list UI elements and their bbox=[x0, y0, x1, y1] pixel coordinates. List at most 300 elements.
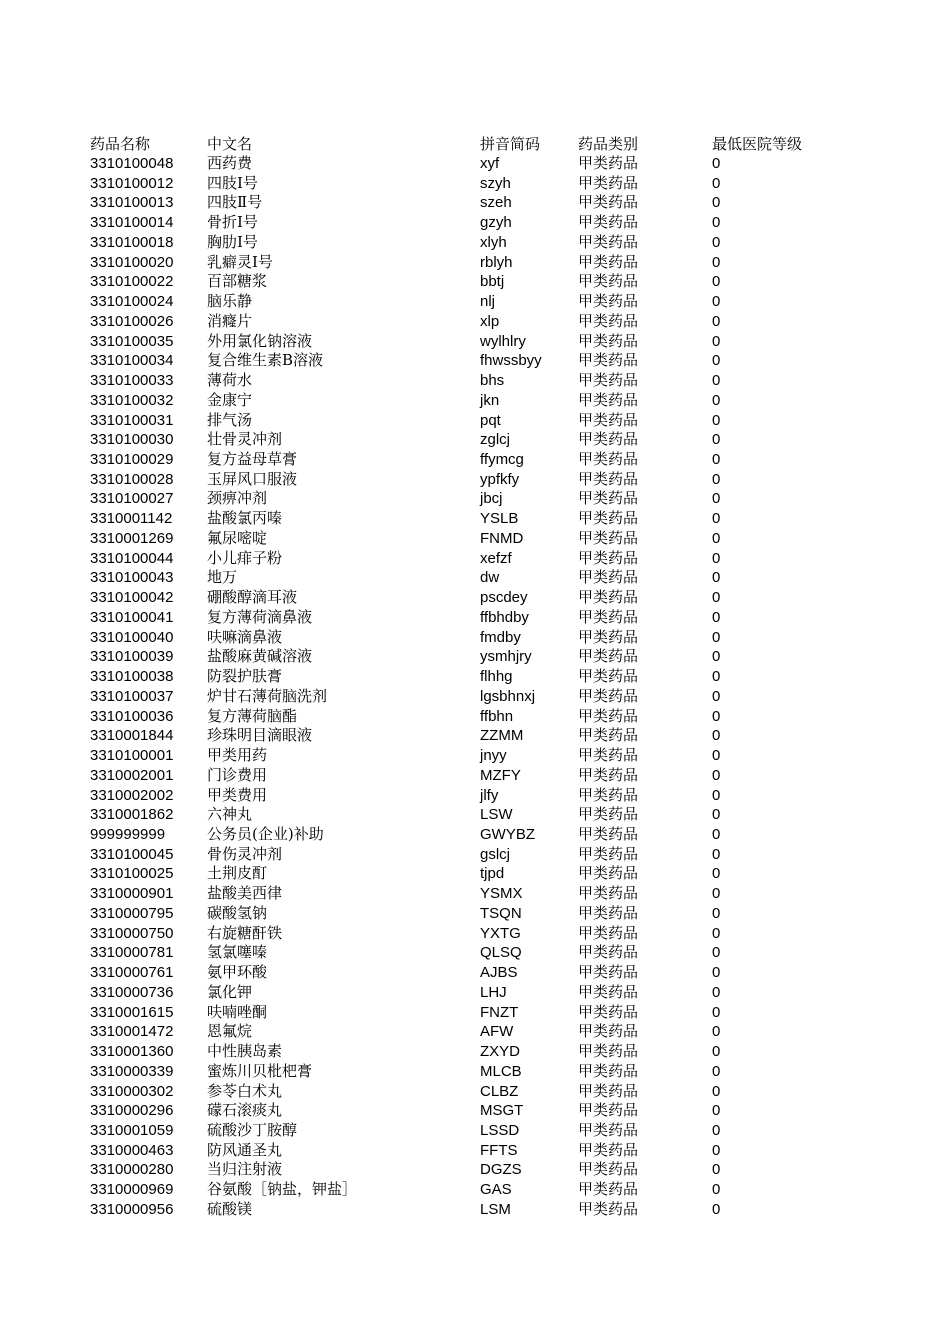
cell-min-hospital-level: 0 bbox=[712, 1102, 721, 1120]
table-row bbox=[90, 312, 802, 332]
cell-chinese-name: 颈痹冲剂 bbox=[207, 489, 268, 508]
table-row bbox=[90, 450, 802, 470]
cell-min-hospital-level: 0 bbox=[712, 233, 721, 251]
cell-drug-category: 甲类药品 bbox=[578, 963, 639, 982]
cell-drug-category: 甲类药品 bbox=[578, 193, 639, 212]
cell-pinyin-code: QLSQ bbox=[480, 944, 522, 962]
cell-pinyin-code: gslcj bbox=[480, 845, 511, 863]
cell-drug-code: 3310000463 bbox=[90, 1141, 174, 1159]
cell-min-hospital-level: 0 bbox=[712, 174, 721, 192]
cell-chinese-name: 盐酸麻黄碱溶液 bbox=[207, 647, 313, 666]
cell-drug-category: 甲类药品 bbox=[578, 450, 639, 469]
cell-drug-code: 3310100030 bbox=[90, 431, 174, 449]
cell-drug-category: 甲类药品 bbox=[578, 154, 639, 172]
cell-drug-code: 3310100042 bbox=[90, 589, 174, 607]
cell-min-hospital-level: 0 bbox=[712, 411, 721, 429]
table-row bbox=[90, 1003, 802, 1023]
cell-drug-code: 3310000781 bbox=[90, 944, 174, 962]
cell-pinyin-code: YSLB bbox=[480, 510, 519, 528]
table-row bbox=[90, 1121, 802, 1141]
table-row bbox=[90, 805, 802, 825]
cell-drug-category: 甲类药品 bbox=[578, 351, 639, 370]
table-row bbox=[90, 707, 802, 727]
cell-drug-category: 甲类药品 bbox=[578, 943, 639, 962]
cell-chinese-name: 参苓白术丸 bbox=[207, 1081, 283, 1100]
cell-min-hospital-level: 0 bbox=[712, 885, 721, 903]
cell-chinese-name: 骨伤灵冲剂 bbox=[207, 844, 283, 863]
table-row bbox=[90, 884, 802, 904]
cell-pinyin-code: FNZT bbox=[480, 1003, 519, 1021]
cell-drug-category: 甲类药品 bbox=[578, 844, 639, 863]
cell-pinyin-code: xlp bbox=[480, 312, 500, 330]
cell-min-hospital-level: 0 bbox=[712, 747, 721, 765]
cell-drug-code: 3310100036 bbox=[90, 707, 174, 725]
cell-chinese-name: 呋喃唑酮 bbox=[207, 1002, 268, 1021]
cell-chinese-name: 甲类用药 bbox=[207, 746, 268, 765]
table-row bbox=[90, 825, 802, 845]
cell-drug-code: 3310100043 bbox=[90, 569, 174, 587]
table-row bbox=[90, 154, 802, 174]
cell-drug-category: 甲类药品 bbox=[578, 489, 639, 508]
table-row bbox=[90, 529, 802, 549]
cell-pinyin-code: DGZS bbox=[480, 1161, 522, 1179]
cell-chinese-name: 小儿痱子粉 bbox=[207, 548, 283, 567]
cell-pinyin-code: LSSD bbox=[480, 1121, 520, 1139]
cell-chinese-name: 呋嘛滴鼻液 bbox=[207, 627, 283, 646]
header-pinyin-code: 拼音简码 bbox=[480, 135, 541, 153]
cell-min-hospital-level: 0 bbox=[712, 372, 721, 390]
cell-drug-category: 甲类药品 bbox=[578, 884, 639, 903]
table-row bbox=[90, 983, 802, 1003]
table-row bbox=[90, 351, 802, 371]
cell-chinese-name: 盐酸氯丙嗪 bbox=[207, 509, 283, 528]
cell-drug-code: 3310000339 bbox=[90, 1062, 174, 1080]
table-row bbox=[90, 864, 802, 884]
cell-drug-code: 3310100044 bbox=[90, 549, 174, 567]
cell-min-hospital-level: 0 bbox=[712, 569, 721, 587]
cell-pinyin-code: GWYBZ bbox=[480, 825, 535, 843]
cell-pinyin-code: MSGT bbox=[480, 1102, 524, 1120]
table-row bbox=[90, 272, 802, 292]
cell-drug-code: 3310100033 bbox=[90, 372, 174, 390]
cell-drug-category: 甲类药品 bbox=[578, 647, 639, 666]
cell-chinese-name: 脑乐静 bbox=[207, 292, 253, 311]
cell-drug-code: 3310100028 bbox=[90, 470, 174, 488]
cell-chinese-name: 恩氟烷 bbox=[207, 1022, 253, 1041]
cell-min-hospital-level: 0 bbox=[712, 431, 721, 449]
cell-drug-category: 甲类药品 bbox=[578, 430, 639, 449]
cell-chinese-name: 复合维生素B溶液 bbox=[207, 351, 324, 370]
cell-drug-code: 3310100031 bbox=[90, 411, 174, 429]
cell-chinese-name: 薄荷水 bbox=[207, 371, 253, 390]
table-row bbox=[90, 687, 802, 707]
cell-drug-category: 甲类药品 bbox=[578, 627, 639, 646]
cell-drug-code: 3310000280 bbox=[90, 1161, 174, 1179]
cell-min-hospital-level: 0 bbox=[712, 944, 721, 962]
cell-min-hospital-level: 0 bbox=[712, 1161, 721, 1179]
cell-pinyin-code: FFTS bbox=[480, 1141, 518, 1159]
cell-drug-code: 3310001360 bbox=[90, 1043, 174, 1061]
cell-pinyin-code: flhhg bbox=[480, 668, 513, 686]
cell-pinyin-code: ypfkfy bbox=[480, 470, 520, 488]
cell-drug-category: 甲类药品 bbox=[578, 982, 639, 1001]
table-row bbox=[90, 509, 802, 529]
cell-chinese-name: 复方益母草膏 bbox=[207, 450, 298, 469]
cell-pinyin-code: bbtj bbox=[480, 273, 505, 291]
cell-drug-code: 3310001862 bbox=[90, 806, 174, 824]
cell-drug-category: 甲类药品 bbox=[578, 528, 639, 547]
cell-pinyin-code: YSMX bbox=[480, 885, 523, 903]
cell-drug-code: 3310100012 bbox=[90, 174, 174, 192]
cell-pinyin-code: CLBZ bbox=[480, 1082, 519, 1100]
cell-drug-category: 甲类药品 bbox=[578, 746, 639, 765]
cell-drug-category: 甲类药品 bbox=[578, 548, 639, 567]
cell-chinese-name: 百部糖浆 bbox=[207, 272, 268, 291]
cell-drug-category: 甲类药品 bbox=[578, 706, 639, 725]
header-drug-category: 药品类别 bbox=[578, 135, 639, 153]
table-row bbox=[90, 1022, 802, 1042]
cell-chinese-name: 礞石滚痰丸 bbox=[207, 1101, 283, 1120]
cell-pinyin-code: ZZMM bbox=[480, 727, 524, 745]
header-min-hospital-level: 最低医院等级 bbox=[712, 135, 803, 153]
cell-pinyin-code: ffymcg bbox=[480, 451, 524, 469]
cell-pinyin-code: AJBS bbox=[480, 964, 518, 982]
cell-chinese-name: 胸肋Ⅰ号 bbox=[207, 232, 258, 251]
cell-chinese-name: 金康宁 bbox=[207, 390, 253, 409]
cell-chinese-name: 外用氯化钠溶液 bbox=[207, 331, 313, 350]
cell-drug-category: 甲类药品 bbox=[578, 568, 639, 587]
cell-chinese-name: 六神丸 bbox=[207, 805, 253, 824]
cell-drug-code: 3310001269 bbox=[90, 529, 174, 547]
cell-pinyin-code: gzyh bbox=[480, 214, 512, 232]
cell-min-hospital-level: 0 bbox=[712, 924, 721, 942]
cell-chinese-name: 氨甲环酸 bbox=[207, 963, 268, 982]
table-row bbox=[90, 1200, 802, 1220]
cell-drug-code: 3310100039 bbox=[90, 648, 174, 666]
cell-pinyin-code: LHJ bbox=[480, 983, 507, 1001]
cell-drug-code: 3310000296 bbox=[90, 1102, 174, 1120]
cell-min-hospital-level: 0 bbox=[712, 825, 721, 843]
cell-chinese-name: 消癃片 bbox=[207, 311, 253, 330]
cell-pinyin-code: YXTG bbox=[480, 924, 521, 942]
cell-pinyin-code: nlj bbox=[480, 293, 496, 311]
cell-min-hospital-level: 0 bbox=[712, 1141, 721, 1159]
cell-min-hospital-level: 0 bbox=[712, 964, 721, 982]
cell-drug-category: 甲类药品 bbox=[578, 371, 639, 390]
cell-drug-category: 甲类药品 bbox=[578, 1101, 639, 1120]
cell-drug-code: 3310100026 bbox=[90, 312, 174, 330]
cell-drug-category: 甲类药品 bbox=[578, 390, 639, 409]
cell-drug-code: 3310100041 bbox=[90, 608, 174, 626]
cell-drug-code: 3310100038 bbox=[90, 668, 174, 686]
cell-min-hospital-level: 0 bbox=[712, 549, 721, 567]
cell-drug-code: 3310001615 bbox=[90, 1003, 174, 1021]
cell-drug-category: 甲类药品 bbox=[578, 588, 639, 607]
cell-drug-category: 甲类药品 bbox=[578, 686, 639, 705]
cell-pinyin-code: rblyh bbox=[480, 253, 513, 271]
cell-drug-code: 999999999 bbox=[90, 825, 166, 843]
cell-drug-category: 甲类药品 bbox=[578, 213, 639, 232]
cell-chinese-name: 炉甘石薄荷脑洗剂 bbox=[207, 686, 328, 705]
table-row bbox=[90, 608, 802, 628]
cell-drug-category: 甲类药品 bbox=[578, 252, 639, 271]
cell-drug-category: 甲类药品 bbox=[578, 1160, 639, 1179]
cell-drug-code: 3310000302 bbox=[90, 1082, 174, 1100]
cell-min-hospital-level: 0 bbox=[712, 766, 721, 784]
cell-pinyin-code: szeh bbox=[480, 194, 512, 212]
cell-drug-code: 3310100032 bbox=[90, 391, 174, 409]
cell-drug-code: 3310100027 bbox=[90, 490, 174, 508]
cell-chinese-name: 中性胰岛素 bbox=[207, 1042, 283, 1061]
cell-pinyin-code: wylhlry bbox=[480, 332, 526, 350]
cell-drug-category: 甲类药品 bbox=[578, 1180, 639, 1199]
cell-drug-code: 3310100022 bbox=[90, 273, 174, 291]
cell-drug-category: 甲类药品 bbox=[578, 903, 639, 922]
cell-chinese-name: 珍珠明目滴眼液 bbox=[207, 726, 313, 745]
cell-pinyin-code: pqt bbox=[480, 411, 501, 429]
table-row bbox=[90, 766, 802, 786]
cell-chinese-name: 乳癖灵Ⅰ号 bbox=[207, 252, 273, 271]
cell-min-hospital-level: 0 bbox=[712, 608, 721, 626]
table-row bbox=[90, 391, 802, 411]
cell-drug-category: 甲类药品 bbox=[578, 667, 639, 686]
cell-chinese-name: 壮骨灵冲剂 bbox=[207, 430, 283, 449]
table-row bbox=[90, 371, 802, 391]
cell-drug-category: 甲类药品 bbox=[578, 331, 639, 350]
table-row bbox=[90, 1062, 802, 1082]
cell-drug-category: 甲类药品 bbox=[578, 292, 639, 311]
table-row bbox=[90, 1042, 802, 1062]
cell-chinese-name: 公务员(企业)补助 bbox=[207, 824, 324, 843]
cell-chinese-name: 排气汤 bbox=[207, 410, 253, 429]
cell-min-hospital-level: 0 bbox=[712, 273, 721, 291]
cell-drug-code: 3310100029 bbox=[90, 451, 174, 469]
cell-min-hospital-level: 0 bbox=[712, 293, 721, 311]
cell-pinyin-code: jnyy bbox=[480, 747, 507, 765]
cell-drug-code: 3310100014 bbox=[90, 214, 174, 232]
table-row bbox=[90, 963, 802, 983]
cell-min-hospital-level: 0 bbox=[712, 1082, 721, 1100]
cell-chinese-name: 四肢Ⅱ号 bbox=[207, 193, 263, 212]
cell-chinese-name: 右旋糖酐铁 bbox=[207, 923, 283, 942]
cell-drug-category: 甲类药品 bbox=[578, 1081, 639, 1100]
cell-chinese-name: 氯化钾 bbox=[207, 982, 253, 1001]
cell-min-hospital-level: 0 bbox=[712, 1003, 721, 1021]
cell-min-hospital-level: 0 bbox=[712, 707, 721, 725]
cell-pinyin-code: pscdey bbox=[480, 589, 528, 607]
cell-drug-category: 甲类药品 bbox=[578, 1199, 639, 1218]
cell-min-hospital-level: 0 bbox=[712, 1023, 721, 1041]
table-row bbox=[90, 628, 802, 648]
cell-chinese-name: 谷氨酸［钠盐，钾盐］ bbox=[207, 1180, 358, 1199]
cell-drug-code: 3310100040 bbox=[90, 628, 174, 646]
cell-drug-category: 甲类药品 bbox=[578, 173, 639, 192]
table-row bbox=[90, 786, 802, 806]
cell-drug-code: 3310100045 bbox=[90, 845, 174, 863]
cell-min-hospital-level: 0 bbox=[712, 194, 721, 212]
cell-pinyin-code: fmdby bbox=[480, 628, 521, 646]
table-row bbox=[90, 1082, 802, 1102]
cell-pinyin-code: MLCB bbox=[480, 1062, 522, 1080]
cell-drug-category: 甲类药品 bbox=[578, 765, 639, 784]
cell-drug-code: 3310100034 bbox=[90, 352, 174, 370]
cell-pinyin-code: ysmhjry bbox=[480, 648, 532, 666]
cell-pinyin-code: fhwssbyy bbox=[480, 352, 542, 370]
table-row bbox=[90, 193, 802, 213]
cell-drug-code: 3310000901 bbox=[90, 885, 174, 903]
cell-chinese-name: 地万 bbox=[207, 568, 238, 587]
cell-drug-category: 甲类药品 bbox=[578, 1140, 639, 1159]
cell-drug-code: 3310001472 bbox=[90, 1023, 174, 1041]
table-row bbox=[90, 1160, 802, 1180]
cell-drug-code: 3310000956 bbox=[90, 1200, 174, 1218]
cell-min-hospital-level: 0 bbox=[712, 1181, 721, 1199]
cell-chinese-name: 四肢Ⅰ号 bbox=[207, 173, 258, 192]
cell-drug-category: 甲类药品 bbox=[578, 1002, 639, 1021]
cell-pinyin-code: lgsbhnxj bbox=[480, 687, 536, 705]
cell-pinyin-code: LSM bbox=[480, 1200, 511, 1218]
cell-chinese-name: 硫酸镁 bbox=[207, 1199, 253, 1218]
cell-min-hospital-level: 0 bbox=[712, 1200, 721, 1218]
table-row bbox=[90, 233, 802, 253]
table-row bbox=[90, 588, 802, 608]
cell-drug-category: 甲类药品 bbox=[578, 805, 639, 824]
table-row bbox=[90, 726, 802, 746]
cell-chinese-name: 当归注射液 bbox=[207, 1160, 283, 1179]
table-row bbox=[90, 489, 802, 509]
drug-table bbox=[90, 114, 802, 1220]
cell-drug-code: 3310100025 bbox=[90, 865, 174, 883]
cell-drug-category: 甲类药品 bbox=[578, 1061, 639, 1080]
cell-drug-code: 3310100037 bbox=[90, 687, 174, 705]
cell-drug-category: 甲类药品 bbox=[578, 824, 639, 843]
table-row bbox=[90, 1101, 802, 1121]
table-row bbox=[90, 924, 802, 944]
cell-drug-code: 3310100024 bbox=[90, 293, 174, 311]
cell-pinyin-code: jlfy bbox=[480, 786, 499, 804]
cell-min-hospital-level: 0 bbox=[712, 845, 721, 863]
cell-drug-category: 甲类药品 bbox=[578, 923, 639, 942]
cell-drug-category: 甲类药品 bbox=[578, 272, 639, 291]
cell-pinyin-code: ffbhn bbox=[480, 707, 514, 725]
cell-pinyin-code: GAS bbox=[480, 1181, 512, 1199]
cell-chinese-name: 碳酸氢钠 bbox=[207, 903, 268, 922]
cell-chinese-name: 甲类费用 bbox=[207, 785, 268, 804]
table-row bbox=[90, 332, 802, 352]
cell-min-hospital-level: 0 bbox=[712, 332, 721, 350]
cell-chinese-name: 西药费 bbox=[207, 154, 253, 172]
cell-pinyin-code: TSQN bbox=[480, 904, 522, 922]
cell-min-hospital-level: 0 bbox=[712, 470, 721, 488]
cell-drug-code: 3310000736 bbox=[90, 983, 174, 1001]
cell-min-hospital-level: 0 bbox=[712, 786, 721, 804]
cell-drug-code: 3310001844 bbox=[90, 727, 174, 745]
cell-chinese-name: 防风通圣丸 bbox=[207, 1140, 283, 1159]
cell-min-hospital-level: 0 bbox=[712, 490, 721, 508]
table-row bbox=[90, 647, 802, 667]
cell-drug-code: 3310100048 bbox=[90, 155, 174, 172]
cell-drug-category: 甲类药品 bbox=[578, 232, 639, 251]
cell-drug-category: 甲类药品 bbox=[578, 311, 639, 330]
cell-min-hospital-level: 0 bbox=[712, 391, 721, 409]
cell-min-hospital-level: 0 bbox=[712, 214, 721, 232]
cell-chinese-name: 门诊费用 bbox=[207, 765, 268, 784]
cell-pinyin-code: LSW bbox=[480, 806, 513, 824]
cell-drug-category: 甲类药品 bbox=[578, 1022, 639, 1041]
cell-chinese-name: 玉屏风口服液 bbox=[207, 469, 298, 488]
cell-min-hospital-level: 0 bbox=[712, 510, 721, 528]
cell-chinese-name: 蜜炼川贝枇杷膏 bbox=[207, 1061, 313, 1080]
cell-chinese-name: 氟尿嘧啶 bbox=[207, 528, 268, 547]
cell-drug-category: 甲类药品 bbox=[578, 410, 639, 429]
cell-min-hospital-level: 0 bbox=[712, 687, 721, 705]
table-row bbox=[90, 667, 802, 687]
cell-drug-code: 3310002001 bbox=[90, 766, 174, 784]
cell-chinese-name: 硼酸醇滴耳液 bbox=[207, 588, 298, 607]
cell-pinyin-code: xlyh bbox=[480, 233, 507, 251]
header-row bbox=[90, 114, 802, 154]
cell-drug-category: 甲类药品 bbox=[578, 726, 639, 745]
cell-pinyin-code: xefzf bbox=[480, 549, 512, 567]
table-row bbox=[90, 470, 802, 490]
cell-drug-code: 3310100001 bbox=[90, 747, 174, 765]
cell-drug-category: 甲类药品 bbox=[578, 785, 639, 804]
table-row bbox=[90, 943, 802, 963]
cell-drug-code: 3310001142 bbox=[90, 510, 173, 528]
cell-min-hospital-level: 0 bbox=[712, 1121, 721, 1139]
table-row bbox=[90, 904, 802, 924]
cell-pinyin-code: szyh bbox=[480, 174, 511, 192]
cell-chinese-name: 复方薄荷滴鼻液 bbox=[207, 607, 313, 626]
table-row bbox=[90, 549, 802, 569]
cell-chinese-name: 氢氯噻嗪 bbox=[207, 943, 268, 962]
cell-pinyin-code: dw bbox=[480, 569, 500, 587]
cell-drug-code: 3310100013 bbox=[90, 194, 174, 212]
table-row bbox=[90, 213, 802, 233]
cell-pinyin-code: jkn bbox=[480, 391, 500, 409]
cell-drug-category: 甲类药品 bbox=[578, 469, 639, 488]
cell-min-hospital-level: 0 bbox=[712, 865, 721, 883]
cell-drug-code: 3310000761 bbox=[90, 964, 174, 982]
cell-drug-code: 3310000750 bbox=[90, 924, 174, 942]
header-drug-name: 药品名称 bbox=[90, 135, 151, 153]
cell-min-hospital-level: 0 bbox=[712, 668, 721, 686]
cell-pinyin-code: jbcj bbox=[480, 490, 503, 508]
table-row bbox=[90, 253, 802, 273]
table-row bbox=[90, 1141, 802, 1161]
cell-pinyin-code: ZXYD bbox=[480, 1043, 521, 1061]
table-row bbox=[90, 292, 802, 312]
cell-chinese-name: 硫酸沙丁胺醇 bbox=[207, 1120, 298, 1139]
cell-drug-code: 3310100018 bbox=[90, 233, 174, 251]
table-row bbox=[90, 430, 802, 450]
cell-drug-code: 3310002002 bbox=[90, 786, 174, 804]
cell-min-hospital-level: 0 bbox=[712, 253, 721, 271]
cell-min-hospital-level: 0 bbox=[712, 155, 721, 172]
cell-min-hospital-level: 0 bbox=[712, 1043, 721, 1061]
cell-drug-code: 3310000795 bbox=[90, 904, 174, 922]
cell-chinese-name: 防裂护肤膏 bbox=[207, 667, 283, 686]
cell-min-hospital-level: 0 bbox=[712, 806, 721, 824]
cell-min-hospital-level: 0 bbox=[712, 648, 721, 666]
table-row bbox=[90, 1180, 802, 1200]
cell-chinese-name: 盐酸美西律 bbox=[207, 884, 283, 903]
cell-min-hospital-level: 0 bbox=[712, 589, 721, 607]
cell-pinyin-code: FNMD bbox=[480, 529, 524, 547]
cell-drug-category: 甲类药品 bbox=[578, 607, 639, 626]
cell-pinyin-code: AFW bbox=[480, 1023, 514, 1041]
cell-min-hospital-level: 0 bbox=[712, 727, 721, 745]
